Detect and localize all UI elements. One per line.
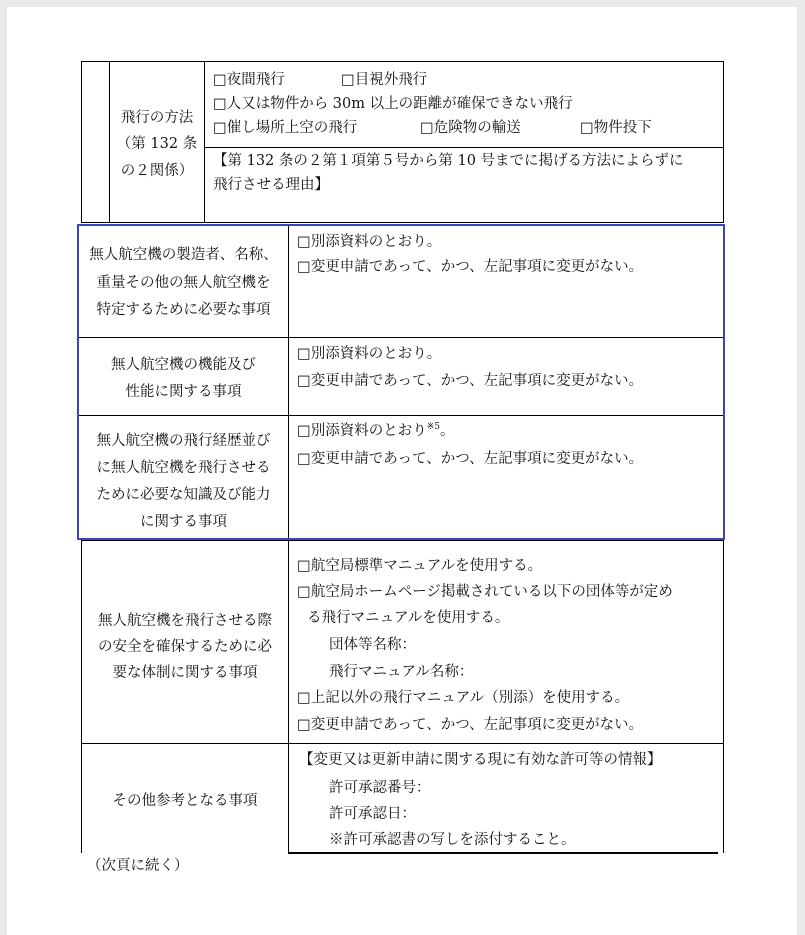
checkbox-other-manual[interactable]: □上記以外の飛行マニュアル（別添）を使用する。 [297,690,630,706]
table-border [79,415,723,416]
safety-label-line: 無人航空機を飛行させる際 [98,613,272,629]
table-border [81,222,724,223]
continued-footer: （次頁に続く） [87,858,189,874]
permit-info-heading: 【変更又は更新申請に関する現に有効な許可等の情報】 [299,752,662,768]
table-border [288,226,289,538]
table-border [81,61,82,223]
performance-label-line: 性能に関する事項 [125,384,242,400]
table-border [204,147,724,148]
attachment-note: ※許可承認書の写しを添付すること。 [329,832,576,848]
permit-date-field[interactable]: 許可承認日： [329,806,416,822]
checkbox-night-flight[interactable]: □夜間飛行 [213,72,285,88]
history-label-line: ために必要な知識及び能力 [96,487,271,503]
org-manual-continued: る飛行マニュアルを使用する。 [307,610,510,626]
checkbox-no-change[interactable]: □変更申請であって、かつ、左記事項に変更がない。 [297,373,644,389]
safety-label-line: 要な体制に関する事項 [112,665,258,681]
history-label-line: 無人航空機の飛行経歴並び [96,433,271,449]
history-label-line: に関する事項 [140,514,227,530]
label-line: 飛行の方法 [120,110,194,126]
checkbox-event-overhead[interactable]: □催し場所上空の飛行 [213,120,358,136]
checkbox-attached-doc[interactable]: □別添資料のとおり。 [297,234,442,250]
table-border [81,61,724,62]
manual-name-field[interactable]: 飛行マニュアル名称： [329,664,474,680]
option-text-end: 。 [439,423,455,439]
table-border [288,540,289,853]
table-border [204,61,205,223]
label-line: （第 132 条 [116,136,198,152]
checkbox-no-change[interactable]: □変更申請であって、かつ、左記事項に変更がない。 [297,259,644,275]
manufacturer-label-line: 無人航空機の製造者、名称、 [89,247,278,263]
checkbox-standard-manual[interactable]: □航空局標準マニュアルを使用する。 [297,558,543,574]
permit-number-field[interactable]: 許可承認番号： [329,780,431,796]
organization-name-field[interactable]: 団体等名称： [329,637,416,653]
reason-heading-line: 【第 132 条の２第１項第５号から第 10 号までに掲げる方法によらずに [213,153,684,169]
table-border [79,337,723,338]
checkbox-no-change[interactable]: □変更申請であって、かつ、左記事項に変更がない。 [297,451,644,467]
label-line: の２関係） [120,163,194,179]
checkbox-hazardous-transport[interactable]: □危険物の輸送 [420,120,521,136]
table-border [723,61,724,223]
checkbox-org-manual[interactable]: □航空局ホームページ掲載されている以下の団体等が定め [297,584,673,600]
safety-label-line: の安全を確保するために必 [98,639,272,655]
reason-heading-line: 飛行させる理由】 [213,177,329,193]
manufacturer-label-line: 重量その他の無人航空機を [96,275,271,291]
history-label-line: に無人航空機を飛行させる [96,460,271,476]
table-border [81,743,724,744]
checkbox-attached-doc[interactable]: □別添資料のとおり。 [297,346,442,362]
table-border [723,540,724,853]
table-border [288,852,718,854]
checkbox-distance[interactable]: □人又は物件から 30m 以上の距離が確保できない飛行 [213,96,573,112]
performance-label-line: 無人航空機の機能及び [111,357,256,373]
checkbox-attached-doc[interactable] [297,421,454,441]
checkbox-object-drop[interactable]: □物件投下 [580,120,652,136]
document-page [7,7,797,935]
footnote-marker: ※5 [426,422,440,433]
option-text: □別添資料のとおり [297,423,427,439]
table-border [81,540,724,541]
manufacturer-label-line: 特定するために必要な事項 [96,302,271,318]
other-label: その他参考となる事項 [112,793,258,809]
checkbox-no-change[interactable]: □変更申請であって、かつ、左記事項に変更がない。 [297,717,644,733]
checkbox-beyond-visual[interactable]: □目視外飛行 [341,72,428,88]
